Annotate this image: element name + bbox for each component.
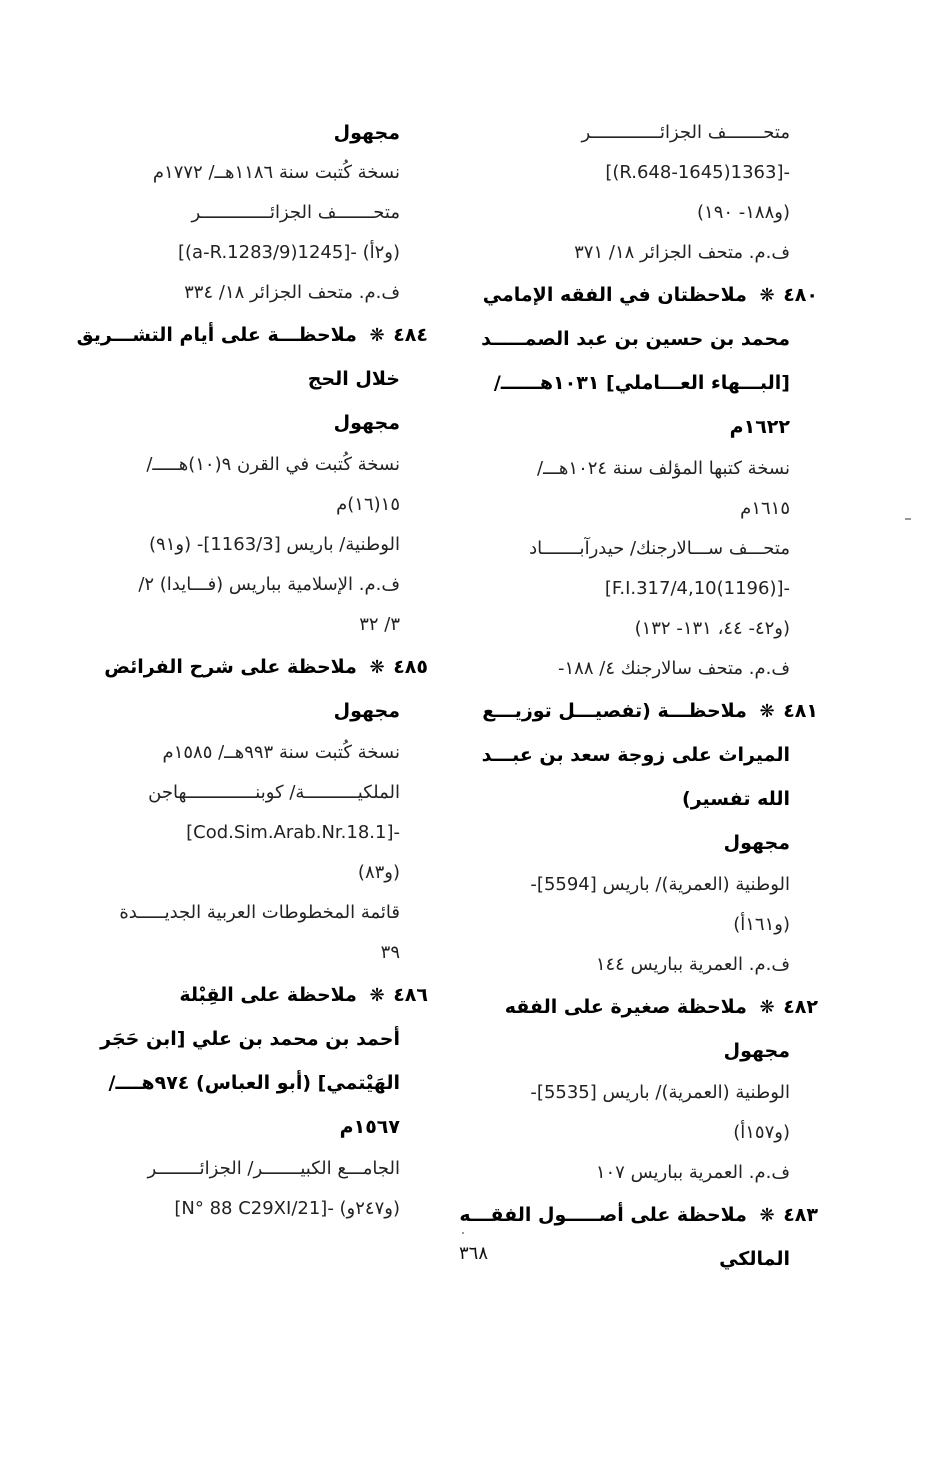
catalog-ref-line: ف.م. متحف سالارجنك ٤/ ١٨٨-	[558, 658, 790, 679]
copy-date-line: نسخة كتبها المؤلف سنة ١٠٢٤هـــ/	[537, 458, 790, 479]
asterism-icon: ❋	[759, 701, 775, 722]
entry-title: ملاحظـــة على أيام التشـــريق	[76, 324, 357, 346]
author-line: مجهول	[333, 412, 400, 434]
entry-482-heading	[470, 985, 818, 1029]
folio-line: (و٤٢- ٤٤، ١٣١- ١٣٢)	[634, 618, 790, 639]
folio-line: (و١٨٨- ١٩٠)	[697, 202, 790, 223]
catalog-ref-line: قائمة المخطوطات العربية الجديـــــدة	[119, 902, 400, 923]
entry-number: ٤٨٦	[393, 984, 428, 1006]
folio-line: (و١٥٧أ)	[733, 1122, 790, 1143]
library-line: الوطنية (العمرية)/ باريس [5535]-	[530, 1082, 790, 1103]
catalog-ref-line: ف.م. متحف الجزائر ١٨/ ٣٧١	[574, 242, 790, 263]
author-date-line: ١٥٦٧م	[339, 1116, 400, 1138]
entry-485-heading	[95, 645, 428, 689]
entry-number: ٤٨١	[783, 700, 818, 722]
scan-speck	[462, 1232, 464, 1234]
author-line: مجهول	[333, 700, 400, 722]
asterism-icon: ❋	[369, 657, 385, 678]
asterism-icon: ❋	[759, 285, 775, 306]
entry-title-continued: خلال الحج	[307, 368, 400, 390]
catalog-ref-line: ف.م. متحف الجزائر ١٨/ ٣٣٤	[184, 282, 400, 303]
catalog-ref-line: ٣٩	[380, 942, 400, 963]
asterism-icon: ❋	[759, 1205, 775, 1226]
entry-title: ملاحظـــة (تفصيـــل توزيـــع	[482, 700, 747, 722]
scan-speck	[905, 518, 911, 520]
entry-number: ٤٨٥	[393, 656, 428, 678]
left-column	[76, 113, 428, 1229]
entry-title: ملاحظة على أصـــــول الفقـــه	[459, 1204, 747, 1226]
entry-484-heading	[76, 313, 428, 357]
shelfmark-line: (و٢أ) -[1245(9/a-R.1283)]	[178, 242, 400, 263]
catalog-ref-line: ف.م. العمرية بباريس ١٤٤	[595, 954, 790, 975]
author-line: مجهول	[723, 1040, 790, 1062]
library-line: الملكيــــــــــة/ كوبنـــــــــــــهاجن	[148, 782, 400, 803]
library-line: متحـــــــف الجزائـــــــــــــر	[191, 202, 400, 223]
entry-title-continued: الميراث على زوجة سعد بن عبـــد	[481, 744, 790, 766]
copy-date-line: نسخة كُتبت سنة ٩٩٣هــ/ ١٥٨٥م	[162, 742, 400, 763]
catalog-ref-line: ٣/ ٣٢	[359, 614, 400, 635]
entry-title-continued: الله تفسير)	[682, 788, 790, 810]
entry-title: ملاحظة على شرح الفرائض	[104, 656, 357, 678]
copy-date-line: ١٥(١٦)م	[336, 494, 400, 515]
entry-title: ملاحظة على القِبْلة	[179, 984, 357, 1006]
copy-date-line: ١٦١٥م	[740, 498, 790, 519]
author-date-line: ١٦٢٢م	[729, 416, 790, 438]
author-line: أحمد بن محمد بن علي [ابن حَجَر	[100, 1028, 400, 1050]
entry-481-heading	[470, 689, 818, 733]
author-line: محمد بن حسين بن عبد الصمـــــد	[481, 328, 790, 350]
asterism-icon: ❋	[759, 997, 775, 1018]
author-line: مجهول	[723, 832, 790, 854]
copy-date-line: نسخة كُتبت سنة ١١٨٦هــ/ ١٧٧٢م	[152, 162, 400, 183]
entry-483-heading	[459, 1193, 818, 1237]
library-line: الوطنية/ باريس [1163/3]- (و٩١)	[149, 534, 400, 555]
shelfmark-line: -[Cod.Sim.Arab.Nr.18.1]	[186, 822, 400, 843]
entry-number: ٤٨٣	[783, 1204, 818, 1226]
author-line: [البـــهاء العـــاملي] ١٠٣١هــــــ/	[493, 372, 790, 394]
copy-date-line: نسخة كُتبت في القرن ٩(١٠)هـــــ/	[146, 454, 400, 475]
asterism-icon: ❋	[369, 985, 385, 1006]
entry-title: ملاحظتان في الفقه الإمامي	[482, 284, 747, 306]
catalog-ref-line: ف.م. العمرية بباريس ١٠٧	[595, 1162, 790, 1183]
catalog-ref-line: ف.م. الإسلامية بباريس (فـــايدا) ٢/	[138, 574, 400, 595]
asterism-icon: ❋	[369, 325, 385, 346]
entry-480-heading	[470, 273, 818, 317]
entry-title: ملاحظة صغيرة على الفقه	[504, 996, 747, 1018]
shelfmark-line: (و٢٤٧و) -[N° 88 C29XI/21]	[174, 1198, 400, 1219]
library-line: الوطنية (العمرية)/ باريس [5594]-	[530, 874, 790, 895]
folio-line: (و١٦١أ)	[733, 914, 790, 935]
entry-number: ٤٨٤	[393, 324, 428, 346]
library-line: متحـــف ســـالارجنك/ حيدرآبـــــــاد	[529, 538, 790, 559]
entry-number: ٤٨٠	[783, 284, 818, 306]
shelfmark-line: -[(1196)F.I.317/4,10]	[604, 578, 790, 599]
shelfmark-line: -[1363(1645-R.648)]	[605, 162, 790, 183]
library-line: متحـــــــف الجزائـــــــــــــر	[581, 122, 790, 143]
entry-number: ٤٨٢	[783, 996, 818, 1018]
entry-486-heading	[95, 973, 428, 1017]
entry-title-continued: المالكي	[719, 1248, 790, 1270]
folio-line: (و٨٣)	[357, 862, 400, 883]
page-number: ٣٦٨	[458, 1243, 488, 1264]
author-line: مجهول	[333, 122, 400, 144]
author-line: الهَيْتمي] (أبو العباس) ٩٧٤هــــ/	[108, 1072, 400, 1094]
library-line: الجامـــع الكبيـــــــر/ الجزائــــــــر	[147, 1158, 400, 1179]
right-column	[459, 113, 818, 1281]
